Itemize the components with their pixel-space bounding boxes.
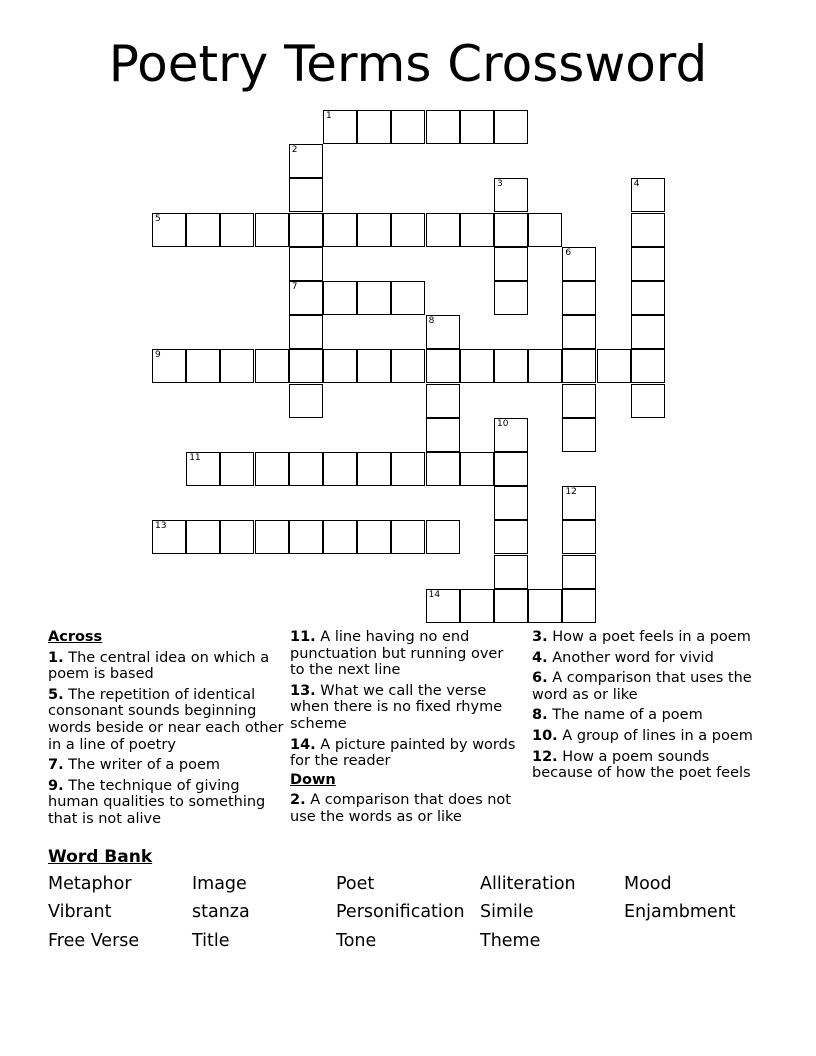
grid-cell[interactable]	[460, 110, 494, 144]
grid-cell[interactable]	[152, 520, 186, 554]
grid-cell[interactable]	[255, 213, 289, 247]
word-bank-word: Enjambment	[624, 902, 736, 922]
clue-number: 3.	[532, 629, 548, 645]
grid-cell[interactable]	[289, 178, 323, 212]
grid-cell[interactable]	[494, 486, 528, 520]
grid-cell[interactable]	[426, 213, 460, 247]
grid-cell[interactable]	[357, 110, 391, 144]
grid-cell[interactable]	[391, 349, 425, 383]
grid-cell[interactable]	[562, 589, 596, 623]
grid-cell[interactable]	[323, 281, 357, 315]
word-bank-word: Alliteration	[480, 874, 576, 894]
grid-cell[interactable]	[494, 247, 528, 281]
grid-cell[interactable]	[494, 452, 528, 486]
grid-cell[interactable]	[289, 452, 323, 486]
grid-cell[interactable]	[562, 315, 596, 349]
clue	[532, 749, 772, 782]
grid-cell[interactable]	[426, 315, 460, 349]
clue-number: 8	[428, 316, 435, 327]
word-bank-word: Title	[192, 931, 230, 951]
grid-cell[interactable]	[186, 452, 220, 486]
clue-number: 7.	[48, 757, 64, 774]
grid-cell[interactable]	[357, 281, 391, 315]
clue-text: A comparison that uses the word as or like	[532, 670, 752, 703]
word-bank-heading: Word Bank	[48, 847, 153, 867]
clue	[532, 728, 772, 745]
grid-cell[interactable]	[357, 452, 391, 486]
clue-text: The repetition of identical consonant sounds beginning words beside or near each other in a line of poetry	[48, 686, 284, 753]
clue-text: The name of a poem	[547, 707, 703, 724]
grid-cell[interactable]	[323, 452, 357, 486]
down-heading: Down	[290, 771, 336, 788]
word-bank-word: Vibrant	[48, 902, 112, 922]
clue-number: 8.	[532, 707, 548, 724]
grid-cell[interactable]	[391, 452, 425, 486]
grid-cell[interactable]	[289, 520, 323, 554]
grid-cell[interactable]	[494, 349, 528, 383]
clue-number: 1.	[48, 649, 64, 666]
clue	[48, 778, 284, 828]
grid-cell[interactable]	[220, 349, 254, 383]
clue-column-2	[290, 629, 522, 830]
clue-text: A picture painted by words for the reader	[290, 736, 516, 770]
clue-number: 4	[633, 179, 640, 190]
grid-cell[interactable]	[562, 555, 596, 589]
word-bank-word: Metaphor	[48, 874, 132, 894]
clue-number: 1	[326, 111, 332, 121]
grid-cell[interactable]	[631, 315, 665, 349]
grid-cell[interactable]	[631, 384, 665, 418]
grid-cell[interactable]	[597, 349, 631, 383]
grid-cell[interactable]	[562, 418, 596, 452]
grid-cell[interactable]	[289, 315, 323, 349]
grid-cell[interactable]	[289, 213, 323, 247]
clue-text: A comparison that does not use the words as or like	[290, 792, 511, 825]
clue	[48, 687, 284, 753]
word-bank-word: Mood	[624, 874, 672, 894]
clue-column-1	[48, 629, 284, 832]
clue-number: 4.	[532, 649, 548, 666]
grid-cell[interactable]	[562, 281, 596, 315]
clue	[48, 650, 284, 683]
grid-cell[interactable]	[289, 281, 323, 315]
clue-text: The writer of a poem	[63, 757, 221, 774]
grid-cell[interactable]	[152, 349, 186, 383]
grid-cell[interactable]	[631, 178, 665, 212]
grid-cell[interactable]	[357, 520, 391, 554]
clue-number: 9.	[48, 777, 64, 794]
clue-text: The technique of giving human qualities to something that is not alive	[48, 777, 266, 827]
grid-cell[interactable]	[426, 110, 460, 144]
word-bank-word: Tone	[336, 931, 377, 951]
grid-cell[interactable]	[186, 213, 220, 247]
grid-cell[interactable]	[426, 589, 460, 623]
grid-cell[interactable]	[323, 213, 357, 247]
grid-cell[interactable]	[494, 110, 528, 144]
clue	[290, 683, 522, 733]
grid-cell[interactable]	[220, 452, 254, 486]
grid-cell[interactable]	[255, 452, 289, 486]
clue-number: 10	[497, 418, 509, 429]
grid-cell[interactable]	[631, 247, 665, 281]
across-heading: Across	[48, 629, 103, 645]
clue-number: 13.	[290, 682, 316, 699]
clue-text: A line having no end punctuation but running over to the next line	[290, 629, 504, 679]
grid-cell[interactable]	[460, 589, 494, 623]
clue-number: 12.	[532, 748, 558, 765]
grid-cell[interactable]	[528, 589, 562, 623]
clue	[290, 629, 522, 679]
clue-number: 12	[565, 487, 577, 498]
grid-cell[interactable]	[357, 213, 391, 247]
clue-number: 2.	[290, 792, 306, 809]
grid-cell[interactable]	[460, 213, 494, 247]
grid-cell[interactable]	[631, 281, 665, 315]
grid-cell[interactable]	[323, 349, 357, 383]
grid-cell[interactable]	[562, 520, 596, 554]
clue-number: 10.	[532, 727, 558, 744]
clue-number: 5.	[48, 686, 64, 703]
grid-cell[interactable]	[562, 384, 596, 418]
grid-cell[interactable]	[528, 349, 562, 383]
clue-number: 14.	[290, 736, 316, 753]
word-bank-word: Personification	[336, 902, 465, 922]
word-bank-word: Image	[192, 874, 247, 894]
clue-column-3	[532, 629, 772, 786]
grid-cell[interactable]	[186, 349, 220, 383]
grid-cell[interactable]	[528, 213, 562, 247]
grid-cell[interactable]	[562, 247, 596, 281]
grid-cell[interactable]	[494, 589, 528, 623]
clue	[532, 629, 772, 646]
grid-cell[interactable]	[426, 452, 460, 486]
grid-cell[interactable]	[426, 520, 460, 554]
grid-cell[interactable]	[494, 418, 528, 452]
grid-cell[interactable]	[494, 213, 528, 247]
clue-number: 11	[189, 453, 201, 463]
clue	[290, 792, 522, 825]
clue-number: 14	[428, 589, 441, 600]
grid-cell[interactable]	[289, 247, 323, 281]
word-bank-word: stanza	[192, 902, 250, 922]
clue-text: The central idea on which a poem is based	[48, 649, 270, 683]
clue-number: 3	[497, 179, 503, 190]
page-title: Poetry Terms Crossword	[108, 35, 708, 93]
clue-number: 13	[155, 521, 167, 532]
grid-cell[interactable]	[357, 349, 391, 383]
grid-cell[interactable]	[494, 281, 528, 315]
grid-cell[interactable]	[255, 349, 289, 383]
grid-cell[interactable]	[289, 349, 323, 383]
word-bank-word: Simile	[480, 902, 534, 922]
clue-number: 11.	[290, 629, 316, 645]
grid-cell[interactable]	[426, 384, 460, 418]
grid-cell[interactable]	[289, 384, 323, 418]
grid-cell[interactable]	[391, 520, 425, 554]
grid-cell[interactable]	[255, 520, 289, 554]
grid-cell[interactable]	[391, 281, 425, 315]
clue-number: 2	[291, 145, 298, 156]
grid-cell[interactable]	[494, 555, 528, 589]
grid-cell[interactable]	[323, 110, 357, 144]
clue	[48, 757, 284, 774]
grid-cell[interactable]	[631, 213, 665, 247]
grid-cell[interactable]	[562, 486, 596, 520]
clue-text: How a poem sounds because of how the poet feels	[532, 748, 751, 782]
grid-cell[interactable]	[186, 520, 220, 554]
clue-number: 5	[155, 213, 161, 224]
grid-cell[interactable]	[460, 349, 494, 383]
clue-number: 9	[155, 350, 161, 361]
clue-text: Another word for vivid	[547, 649, 714, 666]
grid-cell[interactable]	[426, 418, 460, 452]
clue-number: 6	[565, 247, 572, 258]
clue-text: What we call the verse when there is no fixed rhyme scheme	[290, 682, 503, 732]
grid-cell[interactable]	[152, 213, 186, 247]
grid-cell[interactable]	[494, 178, 528, 212]
clue	[532, 650, 772, 667]
grid-cell[interactable]	[391, 110, 425, 144]
word-bank-word: Poet	[336, 874, 375, 894]
grid-cell[interactable]	[460, 452, 494, 486]
grid-cell[interactable]	[391, 213, 425, 247]
word-bank-word: Theme	[480, 931, 541, 951]
grid-cell[interactable]	[323, 520, 357, 554]
grid-cell[interactable]	[289, 144, 323, 178]
grid-cell[interactable]	[220, 213, 254, 247]
grid-cell[interactable]	[426, 349, 460, 383]
clue-text: How a poet feels in a poem	[547, 629, 751, 645]
clue	[290, 737, 522, 770]
clue-number: 7	[291, 282, 298, 292]
clue	[532, 670, 772, 703]
grid-cell[interactable]	[220, 520, 254, 554]
clue-number: 6.	[532, 670, 548, 687]
word-bank-word: Free Verse	[48, 931, 140, 951]
grid-cell[interactable]	[631, 349, 665, 383]
grid-cell[interactable]	[562, 349, 596, 383]
clue	[532, 707, 772, 724]
grid-cell[interactable]	[494, 520, 528, 554]
clue-text: A group of lines in a poem	[557, 727, 753, 744]
